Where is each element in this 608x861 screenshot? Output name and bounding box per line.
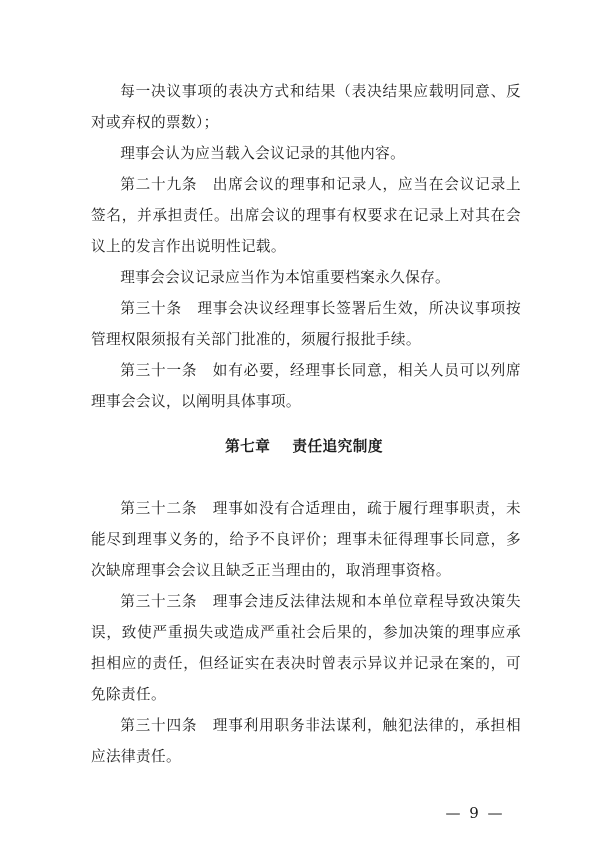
- paragraph-article-31: 第三十一条 如有必要，经理事长同意，相关人员可以列席理事会会议，以阐明具体事项。: [91, 362, 521, 410]
- paragraph-vote-method: 每一决议事项的表决方式和结果（表决结果应载明同意、反对或弃权的票数）；: [91, 83, 521, 131]
- paragraph-other-content: 理事会认为应当载入会议记录的其他内容。: [120, 145, 406, 162]
- page-number: — 9 —: [445, 804, 505, 822]
- paragraph-archive: 理事会会议记录应当作为本馆重要档案永久保存。: [120, 269, 451, 286]
- chapter-title-text: 责任追究制度: [292, 438, 383, 455]
- paragraph-article-33: 第三十三条 理事会违反法律法规和本单位章程导致决策失误，致使严重损失或造成严重社会后果的，参加决策的理事应承担相应的责任，但经证实在表决时曾表示异议并记录在案的，可免除责任。: [91, 593, 521, 703]
- paragraph-article-32: 第三十二条 理事如没有合适理由，疏于履行理事职责，未能尽到理事义务的，给予不良评价；理事未征得理事长同意，多次缺席理事会会议且缺乏正当理由的，取消理事资格。: [91, 500, 521, 579]
- paragraph-article-29: 第二十九条 出席会议的理事和记录人，应当在会议记录上签名，并承担责任。出席会议的理事有权要求在记录上对其在会议上的发言作出说明性记载。: [91, 176, 521, 255]
- lower-text-block: [91, 493, 521, 772]
- paragraph-article-34: 第三十四条 理事利用职务非法谋利，触犯法律的，承担相应法律责任。: [91, 717, 521, 765]
- page-footer: [0, 798, 608, 828]
- chapter-number: 第七章: [225, 438, 271, 455]
- upper-text-block: [91, 76, 521, 417]
- paragraph-article-30: 第三十条 理事会决议经理事长签署后生效，所决议事项按管理权限须报有关部门批准的，须履行报批手续。: [91, 300, 521, 348]
- chapter-heading: [0, 435, 608, 456]
